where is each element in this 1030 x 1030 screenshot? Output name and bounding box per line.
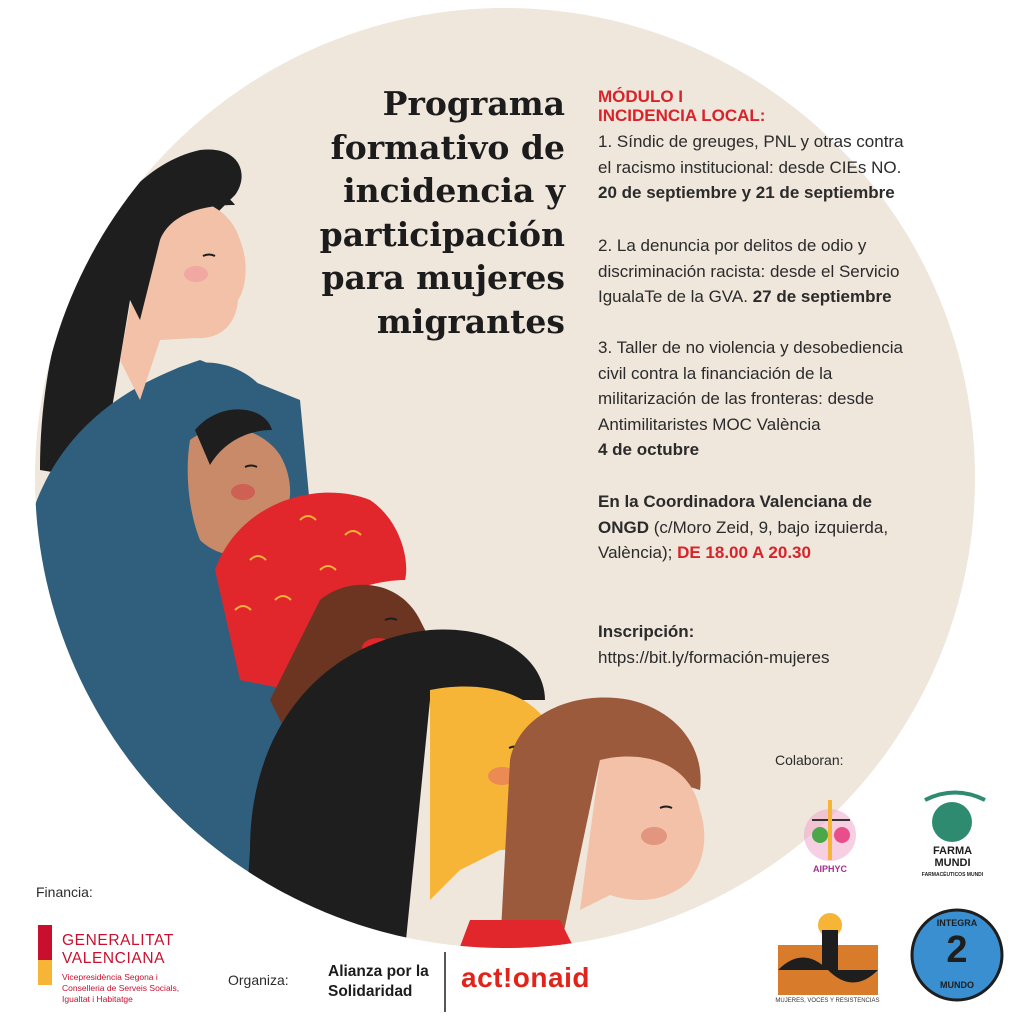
aiphyc-label: AIPHYC xyxy=(812,864,847,874)
actionaid-logo: act!onaid xyxy=(461,962,590,993)
inscription: Inscripción: https://bit.ly/formación-mujeres xyxy=(598,619,829,670)
alianza-logo-text: Alianza por la Solidaridad xyxy=(328,963,429,1000)
title-line: Programa xyxy=(382,84,565,123)
item-3: 3. Taller de no violencia y desobediencia civil contra la financiación de la militarización de las fronteras: desde Antimilitaristes MOC València 4 de octubre xyxy=(598,335,903,463)
organiza-label: Organiza: xyxy=(228,972,289,988)
location: En la Coordinadora Valenciana de ONGD (c/Moro Zeid, 9, bajo izquierda, València); DE 18.00 A 20.30 xyxy=(598,492,889,562)
item-2: 2. La denuncia por delitos de odio y discriminación racista: desde el Servicio IgualaTe de la GVA. 27 de septiembre xyxy=(598,236,900,306)
module-heading: MÓDULO I INCIDENCIA LOCAL: xyxy=(598,87,766,125)
page-title xyxy=(255,82,565,343)
gva-logo xyxy=(38,925,52,985)
mujeres-voces-label: MUJERES, VOCES Y RESISTENCIAS xyxy=(775,998,880,1004)
title-line: migrantes xyxy=(376,301,565,341)
farma-mundi-logo xyxy=(925,793,985,843)
item-1-date: 20 de septiembre y 21 de septiembre xyxy=(598,183,895,202)
item-3-date: 4 de octubre xyxy=(598,440,700,459)
item-2-date: 27 de septiembre xyxy=(752,287,892,306)
title-line: para mujeres xyxy=(321,258,565,297)
gva-subtitle: Vicepresidència Segona i Conselleria de Serveis Socials, Igualtat i Habitatge xyxy=(62,972,180,1004)
inscription-link[interactable]: https://bit.ly/formación-mujeres xyxy=(598,647,830,667)
title-line: formativo de xyxy=(330,127,565,167)
title-line: incidencia y xyxy=(343,171,565,210)
title-line: participación xyxy=(319,214,565,254)
integra-number: 2 xyxy=(946,929,968,971)
integra-label: INTEGRA xyxy=(936,918,978,928)
time-range: DE 18.00 A 20.30 xyxy=(677,543,811,562)
mujeres-voces-logo xyxy=(778,913,878,995)
gva-name: GENERALITAT VALENCIANA xyxy=(62,932,174,967)
farma-mundi-label: FARMA MUNDI FARMACÉUTICOS MUNDI xyxy=(921,845,984,878)
item-1: 1. Síndic de greuges, PNL y otras contra el racismo institucional: desde CIEs NO. 20 de septiembre y 21 de septiembre xyxy=(598,129,904,206)
mundo-label: MUNDO xyxy=(940,980,974,990)
financia-label: Financia: xyxy=(36,884,93,900)
colaboran-label: Colaboran: xyxy=(775,752,844,768)
